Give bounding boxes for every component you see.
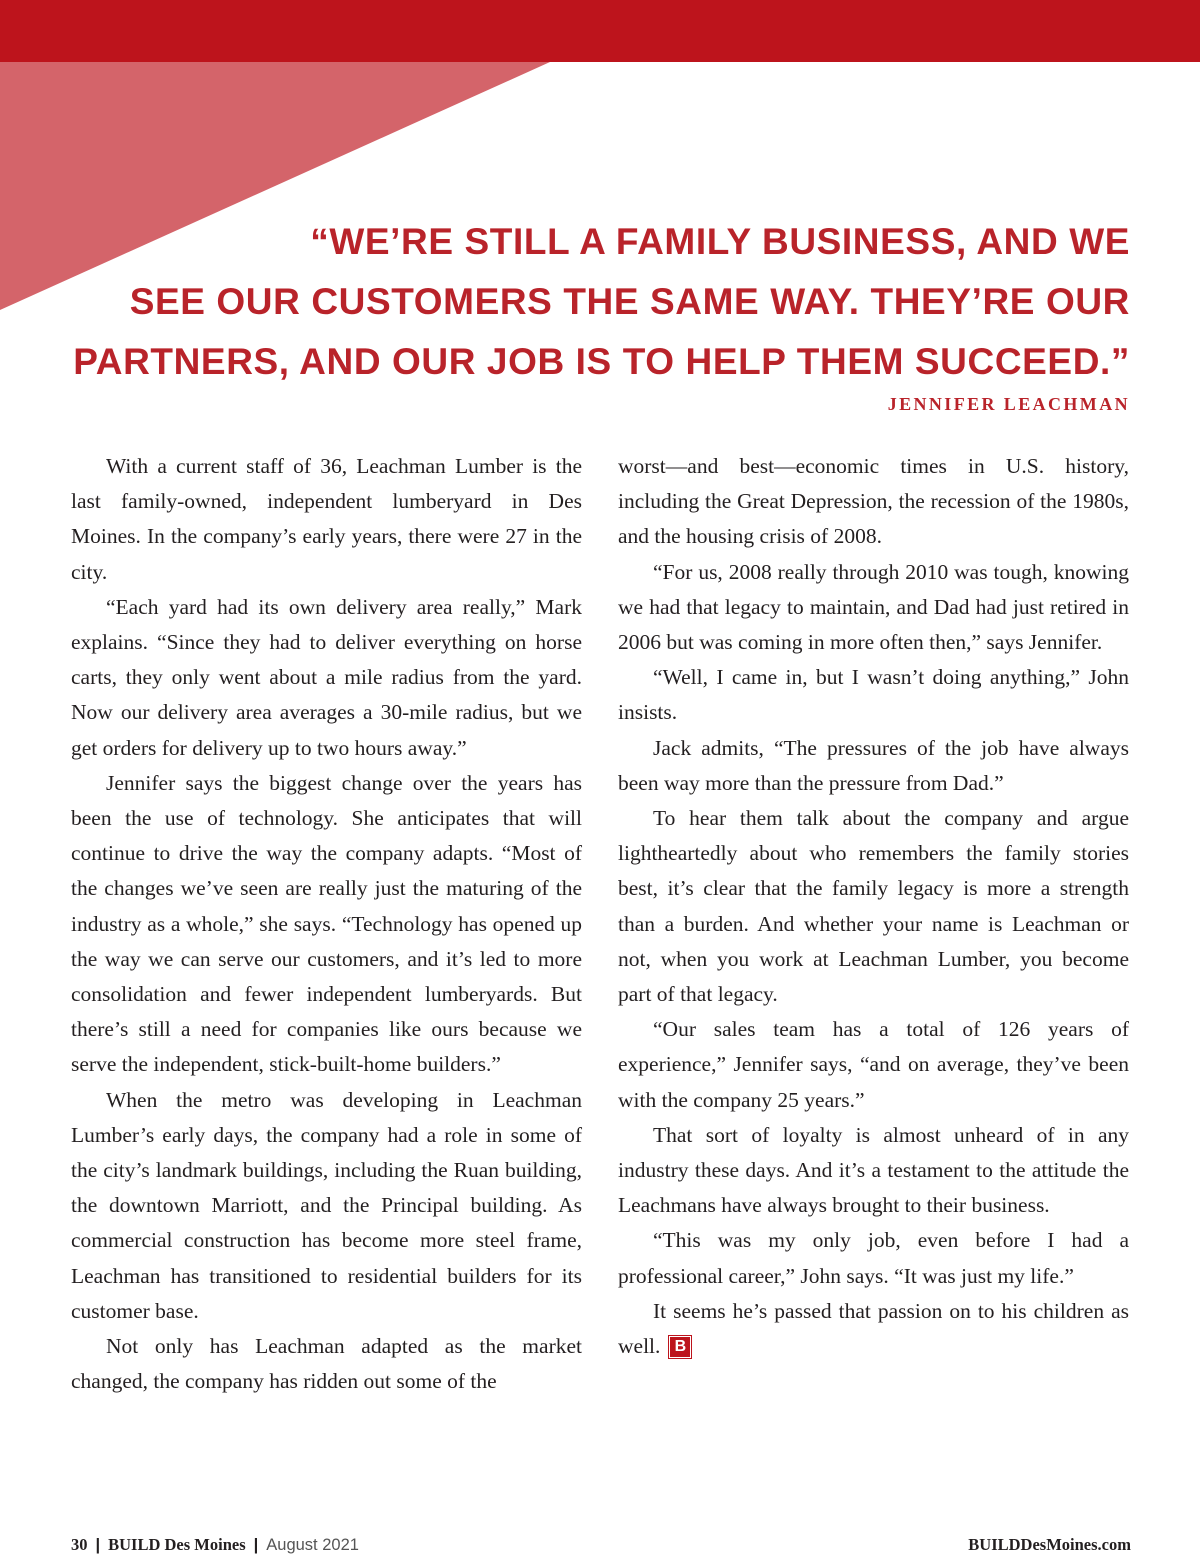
article-paragraph: With a current staff of 36, Leachman Lumber is the last family-owned, independent lumberyard in Des Moines. In the company’s early years, there were 27 in the city. — [71, 454, 582, 584]
end-of-article-icon: B — [670, 1337, 690, 1357]
footer-separator: | — [95, 1536, 101, 1554]
pull-quote-line: “WE’RE STILL A FAMILY BUSINESS, AND WE — [310, 221, 1130, 262]
article-paragraph: “Well, I came in, but I wasn’t doing anything,” John insists. — [618, 665, 1129, 725]
pull-quote-line: PARTNERS, AND OUR JOB IS TO HELP THEM SUCCEED.” — [73, 341, 1130, 382]
issue-date: August 2021 — [266, 1536, 359, 1554]
page-footer — [71, 1535, 1131, 1559]
article-column-left — [71, 449, 582, 1399]
article-paragraph-continued: worst—and best—economic times in U.S. history, including the Great Depression, the recession of the 1980s, and the housing crisis of 2008. — [618, 454, 1129, 549]
footer-separator: | — [253, 1536, 259, 1554]
publication-name: BUILD Des Moines — [108, 1535, 246, 1554]
website-url: BUILDDesMoines.com — [968, 1535, 1131, 1554]
article-paragraph: Jack admits, “The pressures of the job have always been way more than the pressure from Dad.” — [618, 735, 1129, 795]
article-paragraph: Not only has Leachman adapted as the market changed, the company has ridden out some of the — [71, 1334, 582, 1394]
article-paragraph: “Our sales team has a total of 126 years of experience,” Jennifer says, “and on average, they’ve been with the company 25 years.” — [618, 1017, 1129, 1112]
pull-quote — [50, 212, 1130, 392]
pull-quote-attribution: JENNIFER LEACHMAN — [887, 394, 1130, 414]
article-paragraph: That sort of loyalty is almost unheard of in any industry these days. And it’s a testament to the attitude the Leachmans have always brought to their business. — [618, 1122, 1129, 1218]
page-number: 30 — [71, 1535, 88, 1554]
header-color-bar — [0, 0, 1200, 62]
article-paragraph: “For us, 2008 really through 2010 was tough, knowing we had that legacy to maintain, and Dad had just retired in 2006 but was coming in more often then,” says Jennifer. — [618, 559, 1129, 655]
article-paragraph: When the metro was developing in Leachman Lumber’s early days, the company had a role in some of the city’s landmark buildings, including the Ruan building, the downtown Marriott, and the Principal building. As commercial construction has become more steel frame, Leachman has transitioned to residential builders for its customer base. — [71, 1087, 582, 1323]
article-paragraph: “This was my only job, even before I had a professional career,” John says. “It was just my life.” — [618, 1228, 1129, 1288]
article-paragraph: To hear them talk about the company and argue lightheartedly about who remembers the family stories best, it’s clear that the family legacy is more a strength than a burden. And whether your name is Leachman or not, when you work at Leachman Lumber, you become part of that legacy. — [618, 806, 1129, 1007]
final-paragraph-text: It seems he’s passed that passion on to his children as well. — [618, 1298, 1129, 1359]
article-column-right — [618, 449, 1129, 1364]
article-final-paragraph — [618, 1294, 1129, 1364]
pull-quote-line: SEE OUR CUSTOMERS THE SAME WAY. THEY’RE OUR — [129, 281, 1130, 322]
article-paragraph: “Each yard had its own delivery area really,” Mark explains. “Since they had to deliver everything on horse carts, they only went about a mile radius from the yard. Now our delivery area averages a 30-mile radius, but we get orders for delivery up to two hours away.” — [71, 594, 582, 760]
footer-folio — [71, 1535, 359, 1555]
article-paragraph: Jennifer says the biggest change over the years has been the use of technology. She anticipates that will continue to drive the way the company adapts. “Most of the changes we’ve seen are really just the maturing of the industry as a whole,” she says. “Technology has opened up the way we can serve our customers, and it’s led to more consolidation and fewer independent lumberyards. But there’s still a need for companies like ours because we serve the independent, stick-built-home builders.” — [71, 770, 582, 1077]
